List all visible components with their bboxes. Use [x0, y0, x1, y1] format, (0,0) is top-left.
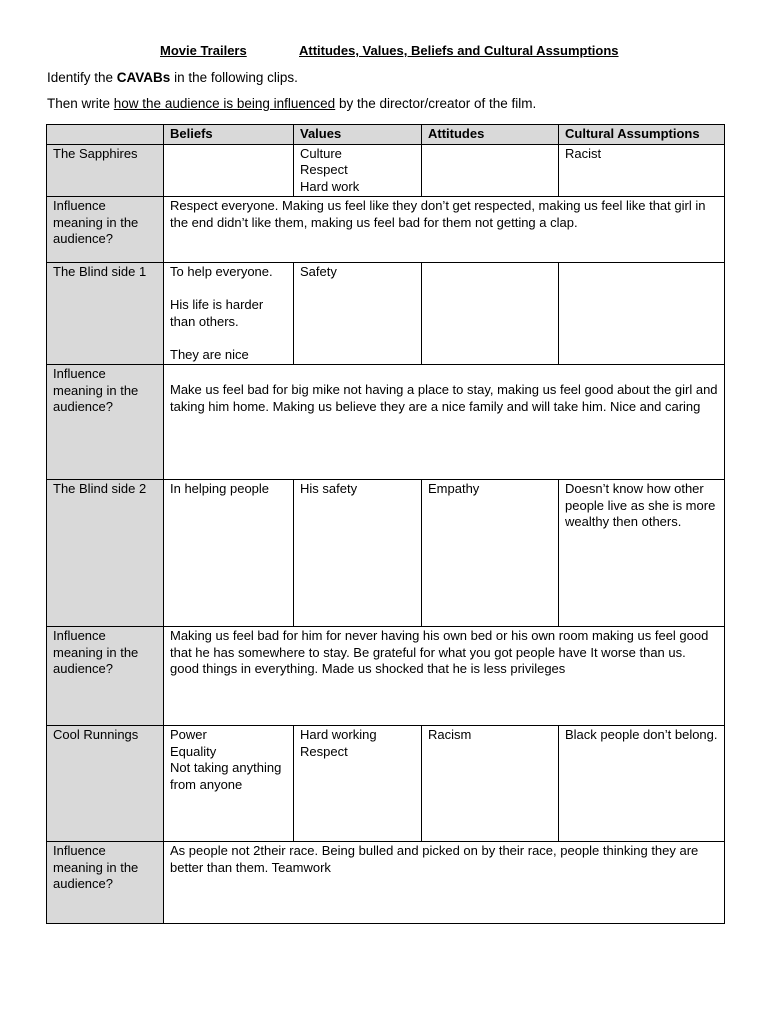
film-title-cell: The Blind side 2	[47, 480, 164, 627]
column-header-cultural-assumptions: Cultural Assumptions	[559, 125, 725, 145]
attitudes-cell: Empathy	[422, 480, 559, 627]
instruction-line-1	[47, 70, 298, 85]
table-row	[47, 627, 725, 726]
instruction-1-bold: CAVABs	[116, 70, 171, 85]
column-header-values: Values	[294, 125, 422, 145]
instruction-line-2	[47, 96, 536, 111]
instruction-2-underlined: how the audience is being influenced	[113, 96, 336, 111]
header-title-left: Movie Trailers	[160, 43, 247, 58]
table-row	[47, 842, 725, 924]
influence-cell: Make us feel bad for big mike not having a place to stay, making us feel good about the girl and taking him home. Making us believe they are a nice family and will take him. Nice and caring	[164, 365, 725, 480]
table-row	[47, 365, 725, 480]
assumptions-cell: Black people don’t belong.	[559, 726, 725, 842]
attitudes-cell	[422, 144, 559, 197]
influence-label-cell: Influence meaning in the audience?	[47, 365, 164, 480]
cavab-table	[46, 124, 725, 924]
attitudes-cell: Racism	[422, 726, 559, 842]
attitudes-cell	[422, 263, 559, 365]
table-header-row	[47, 125, 725, 145]
film-title-cell: The Blind side 1	[47, 263, 164, 365]
beliefs-cell: In helping people	[164, 480, 294, 627]
column-header-beliefs: Beliefs	[164, 125, 294, 145]
values-cell: Safety	[294, 263, 422, 365]
column-header-blank	[47, 125, 164, 145]
beliefs-cell: To help everyone. His life is harder than others. They are nice	[164, 263, 294, 365]
influence-cell: Making us feel bad for him for never having his own bed or his own room making us feel good that he has somewhere to stay. Be grateful for what you got people have It worse than us. good things in everything. Made us shocked that he is less privileges	[164, 627, 725, 726]
beliefs-cell	[164, 144, 294, 197]
assumptions-cell: Racist	[559, 144, 725, 197]
table-row	[47, 144, 725, 197]
values-cell: His safety	[294, 480, 422, 627]
column-header-attitudes: Attitudes	[422, 125, 559, 145]
film-title-cell: Cool Runnings	[47, 726, 164, 842]
values-cell: Hard working Respect	[294, 726, 422, 842]
influence-label-cell: Influence meaning in the audience?	[47, 627, 164, 726]
assumptions-cell: Doesn’t know how other people live as she is more wealthy then others.	[559, 480, 725, 627]
instruction-2-prefix: Then write	[47, 96, 114, 111]
worksheet-header	[0, 43, 768, 63]
influence-cell: As people not 2their race. Being bulled and picked on by their race, people thinking they are better than them. Teamwork	[164, 842, 725, 924]
instruction-1-prefix: Identify the	[47, 70, 117, 85]
table-row	[47, 480, 725, 627]
table-row	[47, 726, 725, 842]
instruction-1-suffix: in the following clips.	[170, 70, 298, 85]
influence-label-cell: Influence meaning in the audience?	[47, 197, 164, 263]
table-row	[47, 263, 725, 365]
instruction-2-suffix: by the director/creator of the film.	[335, 96, 537, 111]
assumptions-cell	[559, 263, 725, 365]
influence-label-cell: Influence meaning in the audience?	[47, 842, 164, 924]
header-title-right: Attitudes, Values, Beliefs and Cultural Assumptions	[299, 43, 619, 58]
influence-cell: Respect everyone. Making us feel like they don’t get respected, making us feel like that girl in the end didn’t like them, making us feel bad for them not getting a clap.	[164, 197, 725, 263]
table-row	[47, 197, 725, 263]
film-title-cell: The Sapphires	[47, 144, 164, 197]
values-cell: Culture Respect Hard work	[294, 144, 422, 197]
beliefs-cell: Power Equality Not taking anything from anyone	[164, 726, 294, 842]
